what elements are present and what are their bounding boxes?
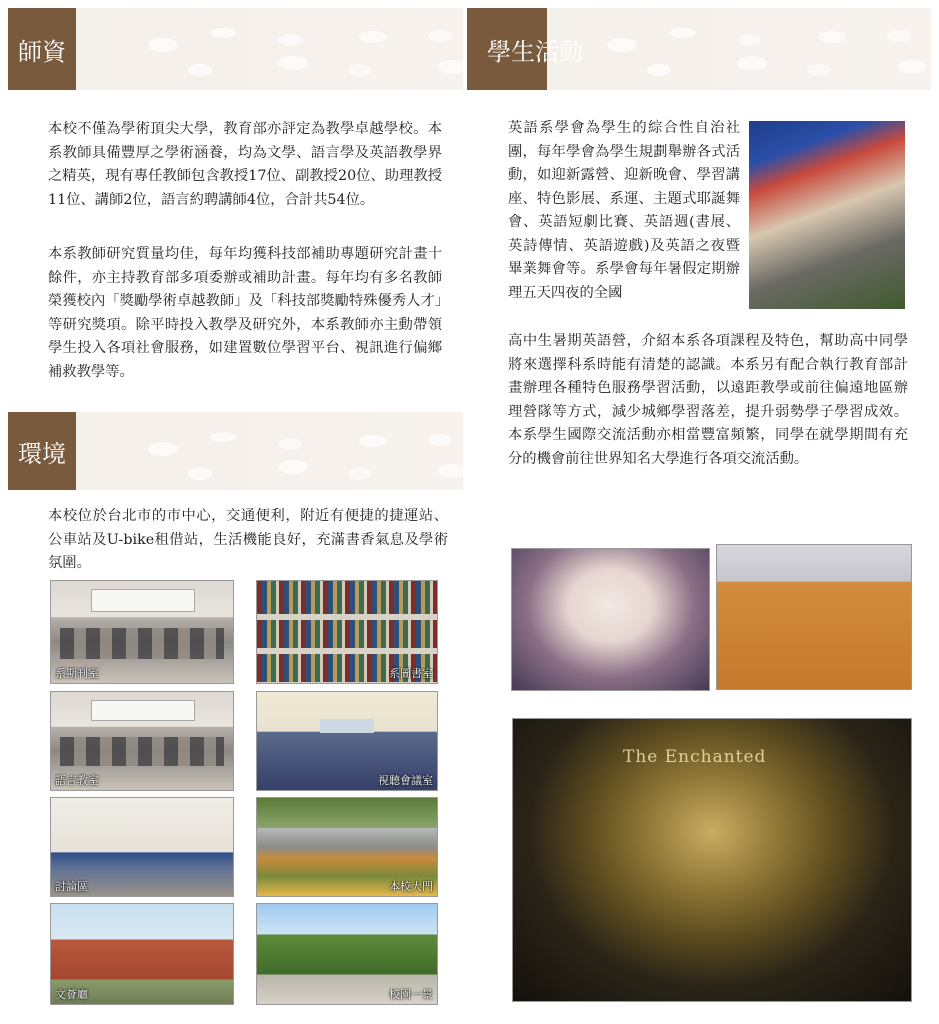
stage-screen-text: The Enchanted [623,747,767,767]
photo-library [256,580,438,684]
photo-main-gate [256,797,438,897]
faculty-title: 師資 [8,8,76,90]
photo-caption: 討論區 [55,880,88,893]
photo-av-conference-room [256,691,438,791]
photo-caption: 文薈廳 [55,988,88,1001]
photo-wenhui-hall [50,903,234,1005]
photo-group-indoor [511,548,710,691]
photo-caption: 語言教室 [55,774,99,787]
activities-paragraph-bottom: 高中生暑期英語營，介紹本系各項課程及特色，幫助高中同學將來選擇科系時能有清楚的認識。本系另有配合執行教育部計畫辦理各種特色服務學習活動，以遠距教學或前往偏遠地區辦理營隊等方式，減少城鄉學習落差，提升弱勢學子學習成效。本系學生國際交流活動亦相當豐富頻繁，同學在就學期間有充分的機會前往世界知名大學進行各項交流活動。 [508,333,908,467]
activities-title [467,8,583,90]
activities-paragraph-top: 英語系學會為學生的綜合性自治社團，每年學會為學生規劃舉辦各式活動，如迎新露營、迎新晚會、學習講座、特色影展、系運、主題式耶誕舞會、英語短劇比賽、英語週(書展、英詩傳情、英語遊戲)及英語之夜暨畢業舞會等。系學會每年暑假定期辦理五天四夜的全國 [508,120,740,301]
photo-caption: 系期刊室 [55,667,99,680]
faculty-paragraph-1: 本校不僅為學術頂尖大學，教育部亦評定為教學卓越學校。本系教師具備豐厚之學術涵養，均為文學、語言學及英語教學界之精英，現有專任教師包含教授17位、副教授20位、助理教授11位、講師2位，語言約聘講師4位，合計共54位。 [48,121,442,208]
photo-language-classroom [50,691,234,791]
activities-title-text: 學生活動 [487,37,583,66]
photo-discussion-area [50,797,234,897]
photo-caption: 系圖書室 [389,667,433,680]
faculty-paragraph-2: 本系教師研究質量均佳，每年均獲科技部補助專題研究計畫十餘件，亦主持教育部多項委辦或補助計畫。每年均有多名教師榮獲校內「獎勵學術卓越教師」及「科技部獎勵特殊優秀人才」等研究獎項。除平時投入教學及研究外，本系教師亦主動帶領學生投入各項社會服務，如建置數位學習平台、視訊進行偏鄉補救教學等。 [48,246,442,380]
photo-activity-booth [749,121,905,309]
photo-journal-room [50,580,234,684]
environment-title: 環境 [8,412,76,490]
photo-caption: 本校大門 [389,880,433,893]
photo-group-circle [716,544,912,690]
photo-caption: 校園一景 [389,988,433,1001]
faculty-header-band [8,8,463,90]
photo-campus-view [256,903,438,1005]
environment-header-band [8,412,463,490]
environment-paragraph: 本校位於台北市的市中心，交通便利，附近有便捷的捷運站、公車站及U-bike租借站，生活機能良好，充滿書香氣息及學術氛圍。 [48,508,448,571]
photo-caption: 視聽會議室 [378,774,433,787]
photo-stage-group [512,718,912,1002]
